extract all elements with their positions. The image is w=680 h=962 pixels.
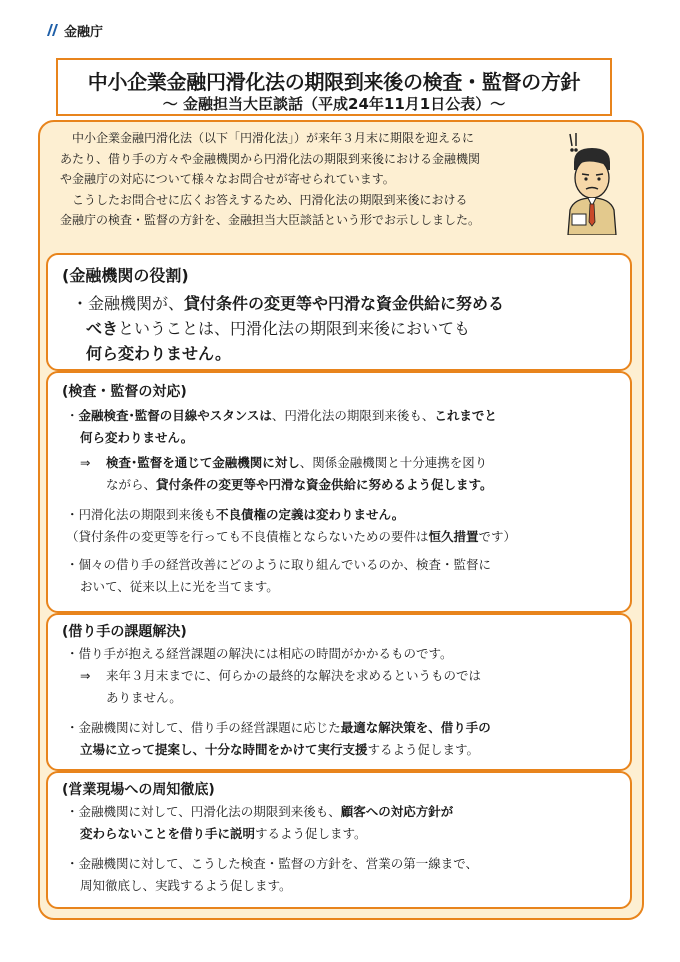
emphasis-text: 恒久措置: [428, 529, 479, 544]
text-run: ・円滑化法の期限到来後も: [66, 507, 217, 522]
arrow-icon: ⇒: [80, 668, 91, 683]
emphasis-text: 検査･監督を通じて金融機関に対し: [106, 455, 300, 470]
text-line: ありません。: [106, 690, 182, 705]
emphasis-text: 変わらないことを借り手に説明: [80, 826, 256, 841]
section-heading: (借り手の課題解決): [62, 624, 187, 640]
page-subtitle: ～ 金融担当大臣談話（平成24年11月1日公表）～: [162, 95, 506, 113]
emphasis-text: 顧客への対応方針が: [340, 804, 454, 819]
emphasis-text: 貸付条件の変更等や円滑な資金供給に努める: [184, 294, 505, 313]
fsa-logo: [44, 20, 103, 40]
text-line: ・個々の借り手の経営改善にどのように取り組んでいるのか、検査・監督に: [66, 557, 492, 572]
text-run: 、円滑化法の期限到来後も、: [271, 408, 435, 423]
emphasis-text: 何ら変わりません。: [80, 430, 194, 445]
text-line: ・借り手が抱える経営課題の解決には相応の時間がかかるものです。: [66, 646, 453, 661]
intro-line: 金融庁の検査・監督の方針を、金融担当大臣談話という形でお示ししました。: [60, 213, 481, 227]
emphasis-text: 立場に立って提案し、十分な時間をかけて実行支援: [80, 742, 368, 757]
section-body: [66, 643, 618, 761]
text-run: するよう促します。: [367, 742, 480, 757]
text-run: ・: [66, 408, 79, 423]
text-run: ・金融機関に対して、借り手の経営課題に応じた: [66, 720, 341, 735]
text-line: おいて、従来以上に光を当てます。: [80, 579, 279, 594]
section-borrower: [46, 613, 632, 771]
text-run: （貸付条件の変更等を行っても不良債権とならないための要件は: [66, 529, 429, 544]
text-run: するよう促します。: [255, 826, 367, 841]
emphasis-text: 不良債権の定義は変わりません。: [216, 507, 405, 522]
title-box: [56, 58, 612, 116]
logo-text: 金融庁: [64, 24, 104, 40]
section-heading: (営業現場への周知徹底): [62, 782, 215, 798]
page-title: 中小企業金融円滑化法の期限到来後の検査・監督の方針: [87, 70, 581, 94]
intro-line: や金融庁の対応について様々なお問合せが寄せられています。: [60, 172, 395, 186]
intro-line: こうしたお問合せに広くお答えするため、円滑化法の期限到来後における: [72, 192, 468, 207]
text-line: ・金融機関に対して、こうした検査・監督の方針を、営業の第一線まで、: [66, 856, 479, 871]
emphasis-text: べき: [86, 319, 119, 338]
text-run: 、関係金融機関と十分連携を図り: [299, 455, 488, 470]
text-run: ということは、円滑化法の期限到来後においても: [118, 319, 471, 338]
emphasis-text: これまでと: [434, 408, 497, 423]
fsa-logo-icon: [44, 22, 60, 38]
arrow-icon: ⇒: [80, 455, 91, 470]
section-inspection: [46, 371, 632, 613]
text-run: です）: [478, 529, 517, 544]
text-run: ・金融機関に対して、円滑化法の期限到来後も、: [66, 804, 341, 819]
section-body: [66, 405, 618, 598]
text-run: 来年３月末までに、何らかの最終的な解決を求めるというものでは: [106, 668, 482, 683]
intro-line: 中小企業金融円滑化法（以下「円滑化法」）が来年３月末に期限を迎えるに: [72, 131, 475, 145]
section-role: [46, 253, 632, 371]
emphasis-text: 金融検査･監督の目線やスタンスは: [78, 408, 272, 423]
emphasis-text: 貸付条件の変更等や円滑な資金供給に努めるよう促します。: [156, 477, 493, 492]
intro-line: あたり、借り手の方々や金融機関から円滑化法の期限到来後における金融機関: [60, 151, 481, 166]
text-run: ながら、: [106, 477, 157, 492]
emphasis-text: 何ら変わりません。: [86, 344, 231, 363]
businessman-mascot-icon: [560, 130, 622, 235]
section-body: [72, 291, 618, 366]
emphasis-text: 最適な解決策を、借り手の: [340, 720, 491, 735]
section-heading: (金融機関の役割): [62, 266, 189, 285]
section-body: [66, 801, 618, 897]
section-field: [46, 771, 632, 909]
text-line: 周知徹底し、実践するよう促します。: [80, 878, 292, 893]
text-run: ・金融機関が、: [72, 294, 185, 313]
intro-text: [60, 128, 560, 231]
section-heading: (検査・監督の対応): [62, 384, 187, 400]
